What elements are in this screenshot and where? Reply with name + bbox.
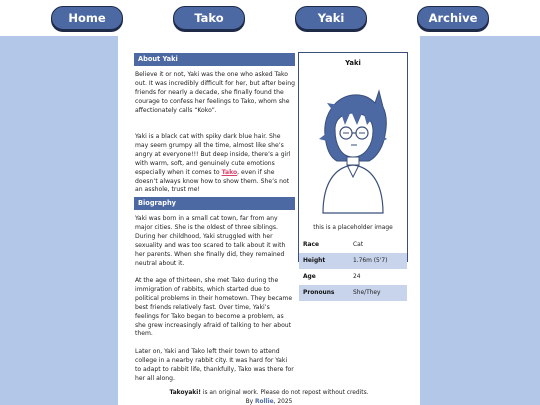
- biography-paragraph-1: Yaki was born in a small cat town, far from any major cities. She is the oldest of three siblings. During her childhood, Yaki struggled with her sexuality and was too scared to talk about it with her parents. When she finally did, they remained neutral about it.: [135, 215, 286, 267]
- nav-yaki-button[interactable]: Yaki: [295, 6, 367, 30]
- nav-home-button[interactable]: Home: [51, 6, 123, 30]
- info-key: Age: [303, 274, 316, 280]
- infobox-title: Yaki: [345, 59, 361, 67]
- info-key: Pronouns: [303, 290, 335, 296]
- footer-by: By: [245, 399, 255, 405]
- info-row-race: [299, 237, 407, 253]
- biography-section-header: Biography: [134, 197, 295, 210]
- author-link[interactable]: Rollie: [255, 399, 274, 405]
- footer-author: [118, 399, 420, 405]
- info-value: 1.76m (5'7): [353, 258, 388, 264]
- info-value: She/They: [353, 290, 381, 296]
- biography-paragraph-3: Later on, Yaki and Tako left their town to attend college in a nearby rabbit city. It was hard for Yaki to adapt to rabbit life, thankfully, Tako was there for her all along.: [135, 348, 294, 382]
- info-row-pronouns: [299, 285, 407, 301]
- footer-brand: Takoyaki!: [169, 390, 201, 396]
- about-paragraph-2: [135, 133, 295, 195]
- character-portrait: [313, 73, 393, 221]
- info-row-height: [299, 253, 407, 269]
- nav-tako-button[interactable]: Tako: [173, 6, 245, 30]
- top-navigation: [0, 0, 540, 36]
- info-value: Cat: [353, 242, 364, 248]
- nav-archive-button[interactable]: Archive: [417, 6, 489, 30]
- info-row-age: [299, 269, 407, 285]
- info-table: [299, 237, 407, 301]
- footer-year: , 2025: [273, 399, 293, 405]
- about-paragraph-1: Believe it or not, Yaki was the one who asked Tako out. It was incredibly difficult for her, but after being friends for nearly a decade, she finally found the courage to confess her feelings to Tako, whom she affectionately calls “Koko”.: [135, 71, 295, 114]
- about-section-header: About Yaki: [134, 53, 295, 66]
- about-paragraph-2-text-end: , even if she doesn’t always know how to show them. She’s not an asshole, trust me!: [135, 168, 290, 194]
- info-key: Height: [303, 258, 326, 264]
- info-key: Race: [303, 242, 319, 248]
- footer-credits: [118, 390, 420, 396]
- portrait-caption: this is a placeholder image: [313, 225, 393, 231]
- tako-link[interactable]: Tako: [221, 168, 238, 176]
- biography-paragraph-2: At the age of thirteen, she met Tako during the immigration of rabbits, which started due to political problems in their hometown. They became best friends relatively fast. Over time, Yaki’s feelings for Tako began to become a problem, as she grew increasingly afraid of talking to her about them.: [135, 277, 293, 338]
- character-infobox: [298, 52, 408, 296]
- about-paragraph-2-text: Yaki is a black cat with spiky dark blue hair. She may seem grumpy all the time, almost like she’s angry at everyone!!! But deep inside, there’s a girl with warm, soft, and genuinely cute emotions especially when it comes to: [135, 133, 291, 176]
- info-value: 24: [353, 274, 361, 280]
- footer-text: is an original work. Please do not repost without credits.: [200, 390, 369, 396]
